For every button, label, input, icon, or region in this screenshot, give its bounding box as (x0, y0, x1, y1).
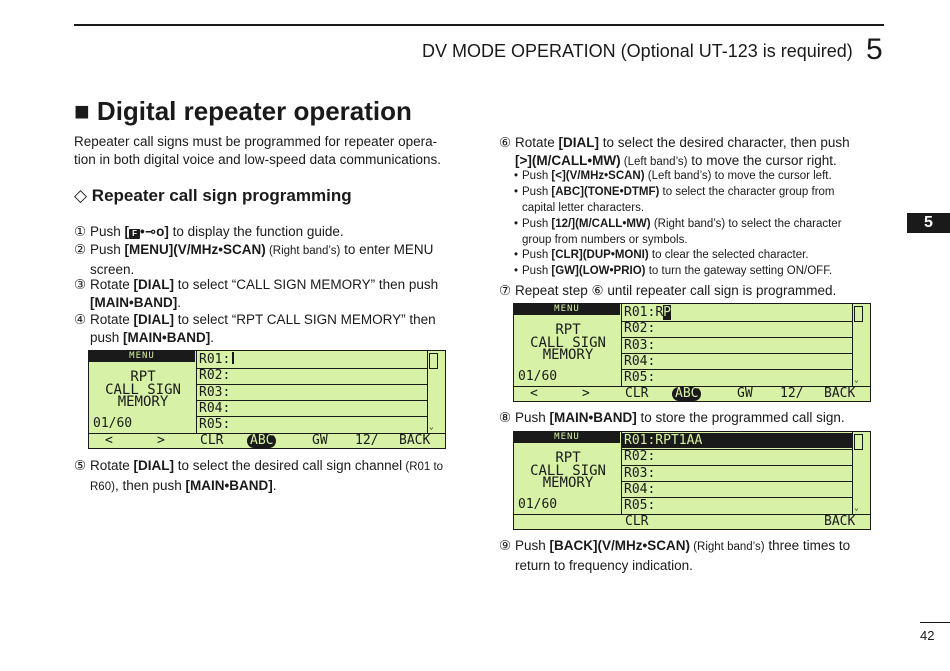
bullet-dot: • (514, 249, 519, 261)
row-line (622, 465, 852, 466)
fn-divider (514, 514, 870, 515)
key-label: [DIAL] (133, 458, 175, 473)
channel-row-r04[interactable]: R04: (624, 354, 656, 369)
step-text: Repeat step ⑥ until repeater call sign is programmed. (515, 283, 837, 298)
scrollbar[interactable] (852, 304, 862, 386)
step-num: ④ (74, 312, 87, 327)
step-text: Rotate (90, 277, 134, 292)
bullet-dot: • (514, 218, 519, 230)
fn-key-gw[interactable]: GW (312, 433, 328, 448)
step-5 (74, 457, 474, 496)
scrollbar-thumb[interactable] (429, 353, 438, 369)
channel-row-r04[interactable]: R04: (199, 401, 231, 416)
row-line (197, 416, 427, 417)
note: (Right band’s) (690, 541, 765, 553)
intro-line-2: tion in both digital voice and low-speed data communications. (74, 152, 441, 167)
key-label: [BACK](V/MHz•SCAN) (549, 538, 690, 553)
header-rule (74, 24, 884, 26)
channel-row-r03[interactable]: R03: (624, 466, 656, 481)
lcd-screen-1 (88, 350, 446, 449)
step-text: Push (515, 538, 550, 553)
step-8 (499, 409, 889, 427)
lcd-line: RPT (555, 450, 581, 466)
bullet-text: Push (522, 170, 552, 182)
lcd-line: MEMORY (117, 394, 169, 410)
chapter-tab: 5 (907, 213, 950, 233)
key-label: [DIAL] (133, 312, 175, 327)
row-label: R01: (624, 305, 656, 320)
fn-key-back[interactable]: BACK (824, 386, 856, 401)
step-text: Push (515, 410, 550, 425)
note: (Left band’s) (620, 155, 688, 168)
key-bracket: [ (124, 224, 130, 239)
bullet-2 (514, 185, 889, 216)
key-label: [DIAL] (558, 135, 600, 150)
channel-row-r03[interactable]: R03: (624, 338, 656, 353)
step-text: . (210, 329, 215, 345)
step-text: to select the desired call sign channel (174, 458, 403, 473)
step-num: ⑥ (499, 135, 512, 150)
channel-counter: 01/60 (518, 369, 558, 384)
lcd-line: RPT (555, 322, 581, 338)
step-6 (499, 134, 889, 171)
bullet-text: to turn the gateway setting ON/OFF. (645, 265, 833, 277)
rpt-label (516, 324, 620, 362)
step-num: ① (74, 224, 87, 239)
scroll-down-icon: ⌄ (429, 422, 434, 431)
subheading: ◇ Repeater call sign programming (74, 186, 352, 205)
channel-row-r05[interactable]: R05: (624, 370, 656, 385)
step-text: Rotate (90, 312, 134, 327)
note: (R01 to (402, 461, 444, 473)
step-num: ⑤ (74, 458, 87, 473)
bullet-text: Push (522, 218, 552, 230)
chapter-number: 5 (866, 33, 883, 66)
step-text: Push (90, 242, 125, 257)
key-label: [>](M/CALL•MW) (515, 152, 621, 168)
bullet-text: to select the character group from (659, 186, 835, 198)
channel-row-r01-selected[interactable]: R01:RPT1AA (622, 433, 852, 448)
scrollbar-thumb[interactable] (854, 434, 863, 450)
scroll-down-icon: ⌄ (854, 503, 859, 512)
step-num: ② (74, 242, 87, 257)
row-line (622, 353, 852, 354)
key-label: [MENU](V/MHz•SCAN) (124, 242, 266, 257)
key-label: [ABC](TONE•DTMF) (551, 186, 660, 198)
step-9 (499, 537, 889, 574)
step-text: . (177, 294, 181, 310)
key-label: [12/](M/CALL•MW) (551, 218, 651, 230)
bullet-text: (Left band’s) to move the cursor left. (644, 170, 832, 182)
rpt-label (91, 371, 195, 409)
lcd-line: CALL SIGN (530, 334, 606, 351)
step-text: to store the programmed call sign. (636, 410, 845, 425)
channel-counter: 01/60 (93, 416, 133, 431)
row-line (197, 368, 427, 369)
menu-label: MENU (514, 304, 620, 315)
scrollbar-thumb[interactable] (854, 306, 863, 322)
intro-paragraph (74, 133, 474, 169)
function-key-icon: F (129, 229, 140, 239)
step-text: to enter MENU (340, 242, 434, 257)
key-label: [GW](LOW•PRIO) (551, 265, 646, 277)
channel-row-r01[interactable] (199, 352, 234, 367)
footer-rule (920, 622, 950, 623)
cursor-char: P (663, 305, 671, 320)
step-3 (74, 276, 474, 311)
row-line (197, 384, 427, 385)
bullet-text: Push (522, 186, 552, 198)
step-text: screen. (90, 261, 135, 277)
bullet-text: (Right band’s) to select the character (650, 218, 842, 230)
key-suffix: •⊸o] (140, 224, 169, 239)
fn-key-right[interactable]: > (582, 386, 590, 401)
fn-key-12[interactable]: 12/ (780, 386, 804, 401)
step-text: three times to (764, 538, 851, 553)
step-2 (74, 241, 474, 278)
row-label: R01: (199, 352, 231, 367)
fn-key-clr[interactable]: CLR (625, 386, 649, 401)
menu-label: MENU (514, 432, 620, 443)
lcd-screen-3 (513, 431, 871, 530)
fn-key-back[interactable]: BACK (399, 433, 431, 448)
divider (621, 304, 622, 386)
note: R60) (90, 480, 115, 493)
step-text: to display the function guide. (168, 224, 344, 239)
bullet-dot: • (514, 265, 519, 277)
row-line (622, 449, 852, 450)
fn-key-abc[interactable]: ABC (247, 434, 276, 448)
key-label: [DIAL] (133, 277, 175, 292)
channel-row-r02[interactable]: R02: (199, 368, 231, 383)
step-text: Push (90, 224, 125, 239)
bullet-dot: • (514, 170, 519, 182)
bullet-5 (514, 264, 889, 280)
note: (Right band’s) (265, 245, 341, 257)
bullet-text: Push (522, 249, 552, 261)
row-line (622, 337, 852, 338)
key-label: [MAIN•BAND] (90, 294, 178, 310)
channel-counter: 01/60 (518, 497, 558, 512)
step-text: . (272, 477, 277, 493)
scrollbar[interactable] (852, 432, 862, 514)
bullet-text: capital letter characters. (522, 201, 645, 214)
text-cursor (232, 352, 234, 364)
row-line (622, 497, 852, 498)
step-text: return to frequency indication. (515, 557, 693, 573)
main-heading: ■ Digital repeater operation (74, 96, 412, 126)
step-text: to select “CALL SIGN MEMORY” then push (174, 277, 439, 292)
step-text: Rotate (515, 135, 559, 150)
step-text: to select “RPT CALL SIGN MEMORY” then (174, 312, 436, 327)
key-label: [MAIN•BAND] (123, 329, 211, 345)
bullet-text: to clear the selected character. (648, 249, 809, 261)
step-text: to move the cursor right. (687, 152, 837, 168)
lcd-line: MEMORY (542, 347, 594, 363)
step-4 (74, 311, 474, 346)
divider (196, 351, 197, 433)
intro-line-1: Repeater call signs must be programmed for repeater opera- (74, 134, 438, 149)
fn-key-left[interactable]: < (530, 386, 538, 401)
page-number: 42 (920, 628, 935, 643)
lcd-line: CALL SIGN (105, 381, 181, 398)
bullet-text: Push (522, 265, 552, 277)
menu-label: MENU (89, 351, 195, 362)
step-text: to select the desired character, then push (599, 135, 850, 150)
bullet-text: group from numbers or symbols. (522, 233, 688, 246)
step-num: ③ (74, 277, 87, 292)
step-text: push (90, 329, 124, 345)
scroll-down-icon: ⌄ (854, 375, 859, 384)
step-num: ⑦ (499, 283, 512, 298)
fn-key-gw[interactable]: GW (737, 386, 753, 401)
bullet-3 (514, 217, 889, 248)
step-1 (74, 223, 474, 241)
channel-row-r01[interactable] (624, 305, 671, 320)
row-line (622, 321, 852, 322)
key-label: [MAIN•BAND] (185, 477, 273, 493)
key-label: [MAIN•BAND] (549, 410, 637, 425)
fn-key-12[interactable]: 12/ (355, 433, 379, 448)
lcd-line: CALL SIGN (530, 462, 606, 479)
row-line (622, 481, 852, 482)
lcd-line: RPT (130, 369, 156, 385)
fn-key-right[interactable]: > (157, 433, 165, 448)
channel-row-r02[interactable]: R02: (624, 449, 656, 464)
fn-key-back[interactable]: BACK (824, 514, 856, 529)
channel-row-r02[interactable]: R02: (624, 321, 656, 336)
step-text: , then push (114, 477, 186, 493)
step-7 (499, 282, 889, 300)
step-num: ⑨ (499, 538, 512, 553)
key-label: [<](V/MHz•SCAN) (551, 170, 645, 182)
entered-chars: R (655, 305, 664, 320)
step-num: ⑧ (499, 410, 512, 425)
bullet-dot: • (514, 186, 519, 198)
fn-key-clr[interactable]: CLR (625, 514, 649, 529)
bullet-4 (514, 248, 889, 264)
channel-row-r04[interactable]: R04: (624, 482, 656, 497)
rpt-label (516, 452, 620, 490)
row-line (197, 400, 427, 401)
fn-key-left[interactable]: < (105, 433, 113, 448)
channel-row-r05[interactable]: R05: (199, 417, 231, 432)
step-text: Rotate (90, 458, 134, 473)
fn-key-clr[interactable]: CLR (200, 433, 224, 448)
row-line (622, 369, 852, 370)
channel-row-r05[interactable]: R05: (624, 498, 656, 513)
fn-key-abc[interactable]: ABC (672, 387, 701, 401)
scrollbar[interactable] (427, 351, 437, 433)
section-title: DV MODE OPERATION (Optional UT-123 is required) (422, 41, 853, 61)
bullet-1 (514, 169, 889, 185)
lcd-screen-2 (513, 303, 871, 402)
key-label: [CLR](DUP•MONI) (551, 249, 649, 261)
channel-row-r03[interactable]: R03: (199, 385, 231, 400)
lcd-line: MEMORY (542, 475, 594, 491)
